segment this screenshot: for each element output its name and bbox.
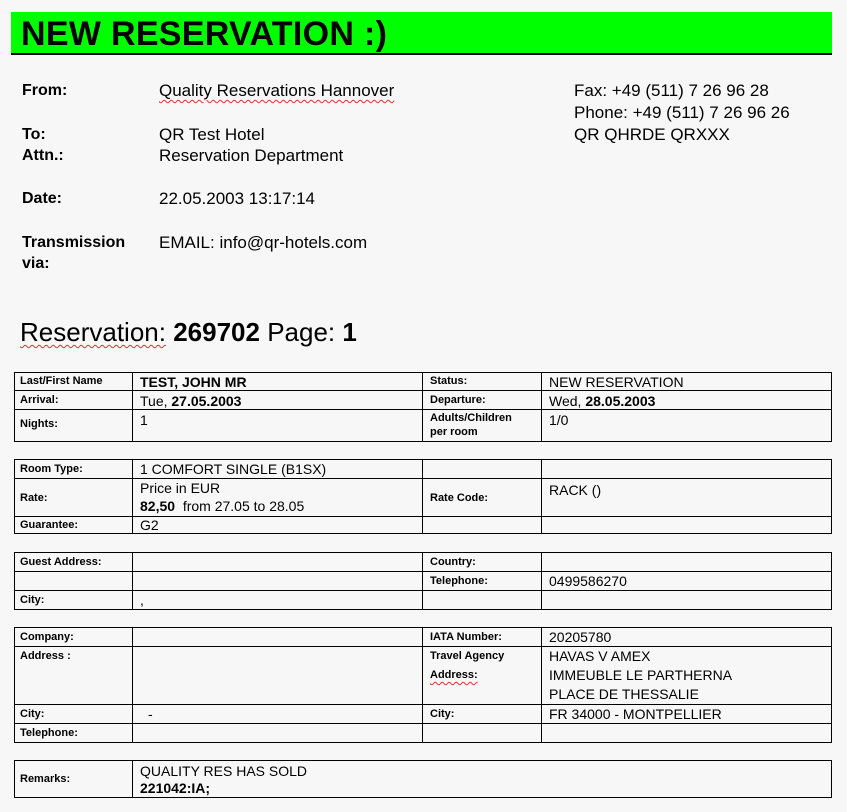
qr-codes: QR QHRDE QRXXX — [574, 125, 730, 144]
transmission-label-line2: via: — [22, 255, 50, 272]
remarks-table — [14, 760, 832, 798]
col-divider — [422, 460, 423, 533]
row-divider — [15, 590, 831, 591]
row-divider — [15, 478, 831, 479]
agency-address-line2: PLACE DE THESSALIE — [549, 686, 699, 702]
rate-code-label: Rate Code: — [430, 492, 489, 504]
adults-children-value: 1/0 — [549, 412, 569, 428]
col-divider — [132, 460, 133, 533]
phone-number: Phone: +49 (511) 7 26 96 26 — [574, 103, 790, 122]
remarks-label: Remarks: — [20, 773, 71, 785]
attn-label: Attn.: — [22, 147, 64, 164]
telephone-value: 0499586270 — [549, 573, 627, 589]
reservation-label: Reservation: — [20, 317, 166, 347]
city-value: , — [140, 592, 144, 608]
rate-currency: Price in EUR — [140, 480, 221, 496]
guest-address-table — [14, 552, 832, 610]
company-address-label: Address : — [20, 650, 71, 662]
room-type-label: Room Type: — [20, 463, 83, 475]
row-divider — [15, 571, 831, 572]
col-divider — [132, 373, 133, 441]
col-divider — [541, 373, 542, 441]
from-label: From: — [22, 82, 68, 99]
agency-address-label: Address: — [430, 669, 478, 681]
arrival-value: Tue, 27.05.2003 — [140, 393, 242, 409]
col-divider — [541, 553, 542, 609]
last-first-name-label: Last/First Name — [20, 375, 103, 387]
company-label: Company: — [20, 631, 74, 643]
reservation-number: 269702 — [173, 317, 260, 347]
guarantee-label: Guarantee: — [20, 519, 79, 531]
agency-city-value: FR 34000 - MONTPELLIER — [549, 706, 722, 722]
page-number: 1 — [342, 317, 357, 347]
rate-amount-line: 82,50 from 27.05 to 28.05 — [140, 498, 305, 514]
to-value: QR Test Hotel — [159, 125, 265, 144]
col-divider — [422, 373, 423, 441]
company-telephone-label: Telephone: — [20, 727, 78, 739]
page-title: NEW RESERVATION :) — [21, 15, 388, 53]
adults-children-label: Adults/Children — [430, 412, 512, 424]
iata-number-value: 20205780 — [549, 629, 612, 645]
departure-value: Wed, 28.05.2003 — [549, 393, 656, 409]
transmission-value: EMAIL: info@qr-hotels.com — [159, 233, 368, 252]
reservation-heading — [20, 317, 357, 348]
row-divider — [15, 516, 831, 517]
row-divider — [15, 704, 831, 705]
date-value: 22.05.2003 13:17:14 — [159, 189, 315, 208]
guest-name: TEST, JOHN MR — [140, 374, 247, 390]
guarantee-value: G2 — [140, 517, 159, 533]
from-value — [159, 80, 394, 101]
remarks-line2: 221042:IA; — [140, 780, 211, 796]
title-banner — [11, 12, 832, 55]
agency-address-line1: IMMEUBLE LE PARTHERNA — [549, 667, 733, 683]
fax-number: Fax: +49 (511) 7 26 96 28 — [574, 81, 769, 100]
row-divider — [15, 646, 831, 647]
guest-table — [14, 372, 832, 442]
remarks-line1: QUALITY RES HAS SOLD — [140, 763, 308, 779]
company-city-value: - — [148, 706, 153, 722]
per-room-label: per room — [430, 426, 478, 438]
row-divider — [15, 723, 831, 724]
travel-agency-label: Travel Agency — [430, 650, 505, 662]
to-label: To: — [22, 126, 46, 143]
iata-number-label: IATA Number: — [430, 631, 502, 643]
departure-label: Departure: — [430, 394, 486, 406]
col-divider — [132, 761, 133, 797]
row-divider — [15, 390, 831, 391]
arrival-label: Arrival: — [20, 394, 59, 406]
col-divider — [422, 553, 423, 609]
col-divider — [541, 460, 542, 533]
from-value-text: Quality Reservations Hannover — [159, 81, 395, 100]
date-label: Date: — [22, 190, 63, 207]
guest-address-label: Guest Address: — [20, 556, 102, 568]
travel-agency-value: HAVAS V AMEX — [549, 648, 651, 664]
status-label: Status: — [430, 375, 468, 387]
agency-city-label: City: — [430, 708, 455, 720]
attn-value: Reservation Department — [159, 146, 344, 165]
rate-label: Rate: — [20, 492, 48, 504]
nights-label: Nights: — [20, 418, 58, 430]
city-label: City: — [20, 594, 45, 606]
page-label: Page: — [267, 317, 336, 347]
country-label: Country: — [430, 556, 476, 568]
company-agency-table — [14, 627, 832, 743]
nights-value: 1 — [140, 412, 148, 428]
room-type-value: 1 COMFORT SINGLE (B1SX) — [140, 461, 327, 477]
telephone-label: Telephone: — [430, 575, 488, 587]
col-divider — [132, 553, 133, 609]
rate-code-value: RACK () — [549, 482, 602, 498]
company-city-label: City: — [20, 708, 45, 720]
status-value: NEW RESERVATION — [549, 374, 684, 390]
room-table — [14, 459, 832, 534]
transmission-label-line1: Transmission — [22, 234, 126, 251]
row-divider — [15, 409, 831, 410]
